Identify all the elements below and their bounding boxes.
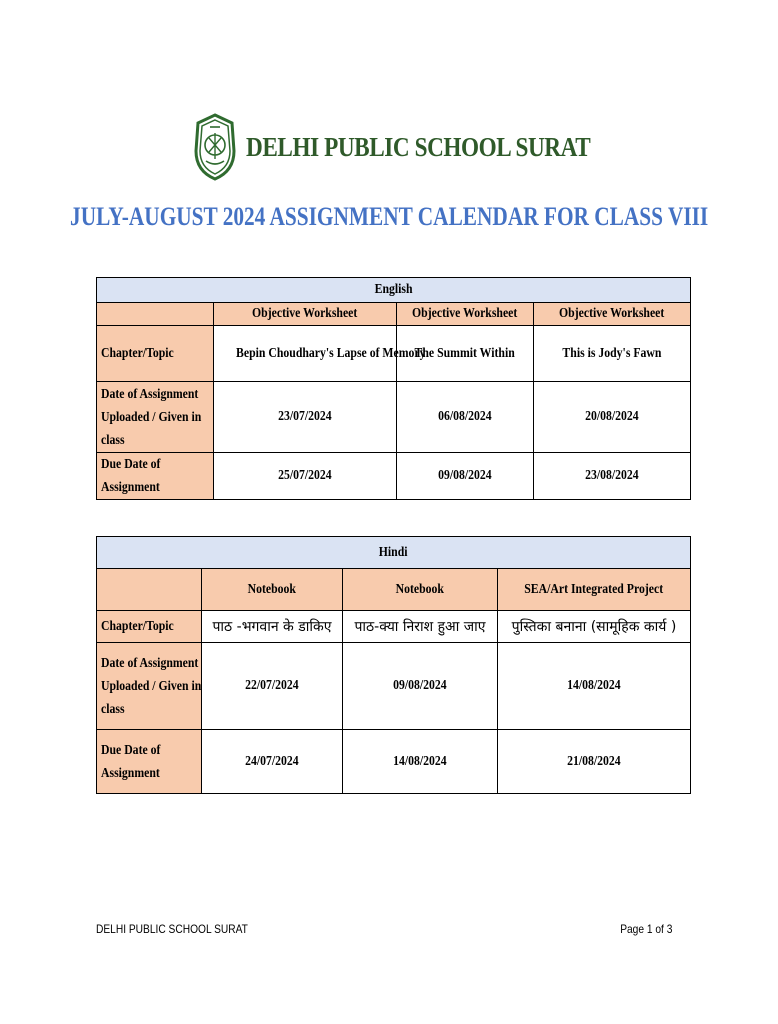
table-row xyxy=(97,278,691,303)
table-row xyxy=(97,326,691,382)
date-cell: 09/08/2024 xyxy=(343,643,498,730)
table-cell xyxy=(97,569,202,611)
date-cell: 25/07/2024 xyxy=(214,453,397,500)
school-name: DELHI PUBLIC SCHOOL SURAT xyxy=(246,131,591,162)
topic-cell: Bepin Choudhary's Lapse of Memory xyxy=(214,326,397,382)
table-cell xyxy=(97,303,214,326)
english-table xyxy=(96,277,691,500)
topic-cell: पुस्तिका बनाना (सामूहिक कार्य ) xyxy=(498,611,691,643)
date-cell: 21/08/2024 xyxy=(498,730,691,794)
assignment-type-cell: Notebook xyxy=(202,569,343,611)
assignment-type-cell: SEA/Art Integrated Project xyxy=(498,569,691,611)
date-cell: 14/08/2024 xyxy=(498,643,691,730)
footer-school-name: DELHI PUBLIC SCHOOL SURAT xyxy=(96,922,248,936)
subject-header: Hindi xyxy=(97,537,691,569)
date-cell: 22/07/2024 xyxy=(202,643,343,730)
row-label: Date of Assignment Uploaded / Given in class xyxy=(97,382,214,453)
date-cell: 14/08/2024 xyxy=(343,730,498,794)
subject-header: English xyxy=(97,278,691,303)
row-label: Due Date of Assignment xyxy=(97,730,202,794)
date-cell: 06/08/2024 xyxy=(397,382,534,453)
footer-page-number: Page 1 of 3 xyxy=(619,922,672,936)
table-row xyxy=(97,382,691,453)
table-row xyxy=(97,611,691,643)
row-label: Chapter/Topic xyxy=(97,611,202,643)
row-label: Date of Assignment Uploaded / Given in class xyxy=(97,643,202,730)
date-cell: 24/07/2024 xyxy=(202,730,343,794)
hindi-table xyxy=(96,536,691,794)
assignment-type-cell: Notebook xyxy=(343,569,498,611)
assignment-type-cell: Objective Worksheet xyxy=(397,303,534,326)
topic-cell: पाठ -भगवान के डाकिए xyxy=(202,611,343,643)
school-crest-logo xyxy=(192,113,238,181)
row-label: Due Date of Assignment xyxy=(97,453,214,500)
page-title-text: JULY-AUGUST 2024 ASSIGNMENT CALENDAR FOR CLASS VIII xyxy=(70,202,709,231)
assignment-type-cell: Objective Worksheet xyxy=(534,303,691,326)
table-row xyxy=(97,569,691,611)
table-row xyxy=(97,303,691,326)
school-header xyxy=(192,112,646,182)
topic-cell: This is Jody's Fawn xyxy=(534,326,691,382)
topic-cell: पाठ-क्या निराश हुआ जाए xyxy=(343,611,498,643)
date-cell: 23/08/2024 xyxy=(534,453,691,500)
table-row xyxy=(97,453,691,500)
date-cell: 09/08/2024 xyxy=(397,453,534,500)
topic-cell: The Summit Within xyxy=(397,326,534,382)
page-title xyxy=(0,202,768,232)
date-cell: 20/08/2024 xyxy=(534,382,691,453)
assignment-type-cell: Objective Worksheet xyxy=(214,303,397,326)
table-row xyxy=(97,643,691,730)
table-row xyxy=(97,537,691,569)
row-label: Chapter/Topic xyxy=(97,326,214,382)
date-cell: 23/07/2024 xyxy=(214,382,397,453)
table-row xyxy=(97,730,691,794)
